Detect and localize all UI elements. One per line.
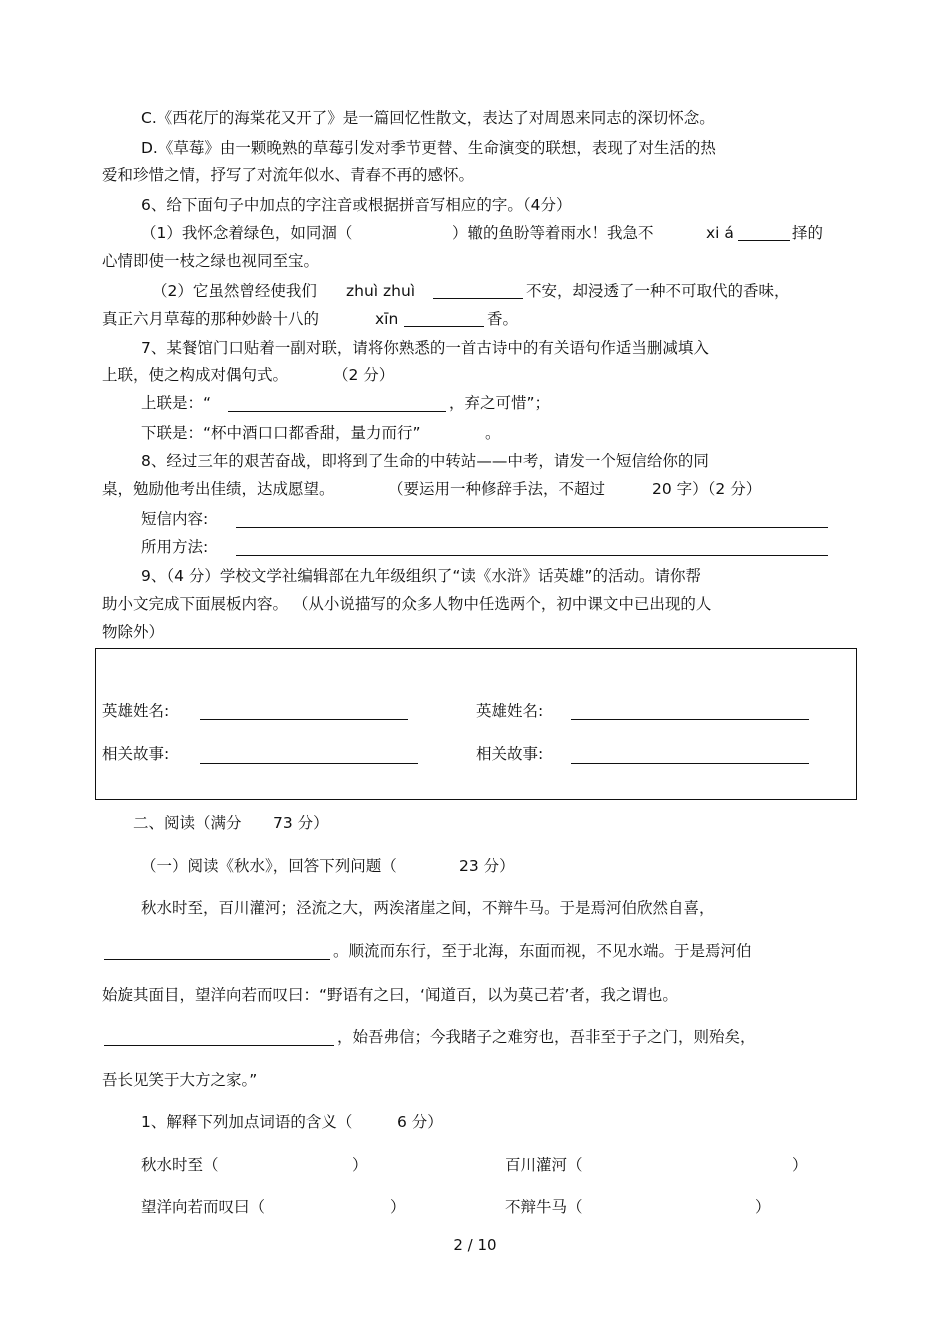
option-d-line1: D.《草莓》由一颗晚熟的草莓引发对季节更替、生命演变的联想，表现了对生活的热 [141, 139, 716, 157]
q6-s1-a: （1）我怀念着绿色，如同涸（ [141, 224, 353, 242]
q8-method-blank[interactable] [236, 555, 828, 556]
q6-s2-line2a: 真正六月草莓的那种妙龄十八的 [102, 310, 320, 328]
q6-s1-pinyin: xi á [706, 224, 734, 242]
q1-item3-close: ） [390, 1198, 406, 1216]
q6-s1-blank[interactable] [738, 240, 790, 241]
passage-p2: 。顺流而东行，至于北海，东面而视，不见水端。于是焉河伯 [333, 942, 752, 960]
hero-story-label-2: 相关故事: [476, 745, 544, 763]
q8-sms-label: 短信内容: [141, 510, 209, 528]
q7-score: （2 分） [333, 366, 395, 384]
q1-item3: 望洋向若而叹曰（ [141, 1198, 266, 1216]
q1-title: 1、解释下列加点词语的含义（ [141, 1113, 353, 1131]
q7-line1: 7、某餐馆门口贴着一副对联，请将你熟悉的一首古诗中的有关语句作适当删减填入 [141, 339, 709, 357]
q1-item1: 秋水时至（ [141, 1156, 219, 1174]
q8-line1: 8、经过三年的艰苦奋战，即将到了生命的中转站——中考，请发一个短信给你的同 [141, 452, 709, 470]
q8-line2c: 20 字）（2 分） [652, 480, 762, 498]
passage-blank-2[interactable] [104, 1045, 334, 1046]
hero-name-blank-2[interactable] [571, 719, 809, 720]
reading-sub-score: 23 分） [459, 857, 515, 875]
hero-story-blank-2[interactable] [571, 763, 809, 764]
passage-p3: 始旋其面目，望洋向若而叹曰：“野语有之曰，‘闻道百，以为莫己若’者，我之谓也。 [102, 986, 678, 1004]
q8-sms-blank[interactable] [236, 527, 828, 528]
hero-name-label-1: 英雄姓名: [102, 702, 170, 720]
q6-s1-line2: 心情即使一枝之绿也视同至宝。 [102, 252, 320, 270]
reading-heading-score: 73 分） [273, 814, 329, 832]
q7-upper-a: 上联是：“ [141, 394, 212, 412]
reading-sub-heading: （一）阅读《秋水》，回答下列问题（ [141, 857, 397, 875]
q9-line2: 助小文完成下面展板内容。 （从小说描写的众多人物中任选两个，初中课文中已出现的人 [102, 595, 712, 613]
option-c: C.《西花厅的海棠花又开了》是一篇回忆性散文，表达了对周恩来同志的深切怀念。 [141, 109, 715, 127]
passage-p4: ，始吾弗信；今我睹子之难穷也，吾非至于子之门，则殆矣， [337, 1028, 756, 1046]
q1-item1-close: ） [352, 1156, 368, 1174]
hero-name-label-2: 英雄姓名: [476, 702, 544, 720]
q7-upper-blank[interactable] [228, 411, 446, 412]
passage-blank-1[interactable] [104, 959, 330, 960]
q6-s2-line2b: 香。 [487, 310, 519, 328]
q9-line1: 9、（4 分）学校文学社编辑部在九年级组织了“读《水浒》话英雄”的活动。请你帮 [141, 567, 701, 585]
passage-p1: 秋水时至，百川灌河；泾流之大，两涘渚崖之间，不辩牛马。于是焉河伯欣然自喜， [141, 899, 715, 917]
q1-item2-close: ） [792, 1156, 808, 1174]
hero-name-blank-1[interactable] [200, 719, 408, 720]
q6-title: 6、给下面句子中加点的字注音或根据拼音写相应的字。（4分） [141, 196, 572, 214]
q1-score: 6 分） [397, 1113, 443, 1131]
q8-line2b: （要运用一种修辞手法，不超过 [388, 480, 606, 498]
q6-s2-a: （2）它虽然曾经使我们 [152, 282, 317, 300]
q1-item4-close: ） [755, 1198, 771, 1216]
q6-s2-pinyin: zhuì zhuì [346, 282, 416, 300]
q1-item2: 百川灌河（ [505, 1156, 583, 1174]
q1-item4: 不辩牛马（ [505, 1198, 583, 1216]
q6-s2-blank1[interactable] [433, 298, 523, 299]
q6-s1-b: ）辙的鱼盼等着雨水！我急不 [452, 224, 654, 242]
reading-heading: 二、阅读（满分 [133, 814, 242, 832]
q8-method-label: 所用方法: [141, 538, 209, 556]
q7-line2: 上联，使之构成对偶句式。 [102, 366, 289, 384]
hero-story-blank-1[interactable] [200, 763, 418, 764]
q7-lower-end: 。 [485, 424, 501, 442]
option-d-line2: 爱和珍惜之情，抒写了对流年似水、青春不再的感怀。 [102, 166, 475, 184]
q6-s2-b: 不安，却浸透了一种不可取代的香味， [526, 282, 790, 300]
q6-s1-c: 择的 [792, 224, 824, 242]
q6-s2-pinyin2: xīn [375, 310, 399, 328]
page-number: 2 / 10 [453, 1236, 497, 1254]
hero-story-label-1: 相关故事: [102, 745, 170, 763]
q7-lower: 下联是：“杯中酒口口都香甜，量力而行” [141, 424, 421, 442]
q6-s2-blank2[interactable] [404, 326, 484, 327]
q8-line2a: 桌，勉励他考出佳绩，达成愿望。 [102, 480, 335, 498]
q7-upper-b: ，弃之可惜”； [449, 394, 551, 412]
hero-panel [95, 648, 857, 800]
q9-line3: 物除外） [102, 623, 165, 641]
passage-p5: 吾长见笑于大方之家。” [102, 1071, 258, 1089]
